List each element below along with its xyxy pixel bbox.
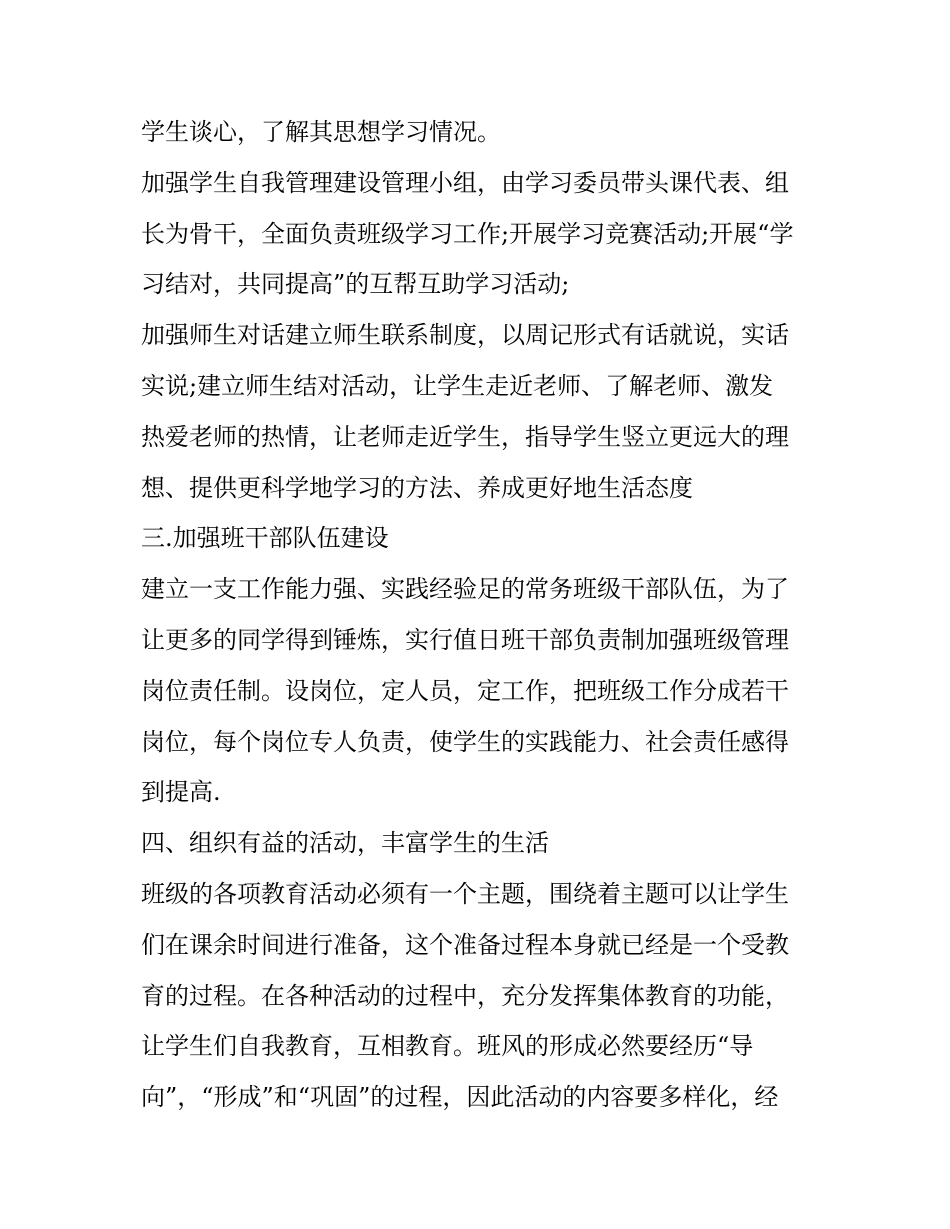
text-line: 让学生们自我教育，互相教育。班风的形成必然要经历“导 — [141, 1032, 754, 1061]
text-line: 班级的各项教育活动必须有一个主题，围绕着主题可以让学生 — [141, 879, 789, 908]
document-body — [141, 107, 821, 1123]
section-heading: 三.加强班干部队伍建设 — [141, 524, 389, 553]
text-line: 学生谈心，了解其思想学习情况。 — [141, 118, 501, 146]
text-line: 习结对，共同提高”的互帮互助学习活动; — [141, 270, 570, 299]
text-line: 育的过程。在各种活动的过程中，充分发挥集体教育的功能， — [141, 981, 789, 1010]
text-line: 长为骨干，全面负责班级学习工作;开展学习竞赛活动;开展“学 — [141, 219, 794, 248]
text-line: 想、提供更科学地学习的方法、养成更好地生活态度 — [141, 473, 693, 502]
text-line: 加强师生对话建立师生联系制度，以周记形式有话就说，实话 — [141, 321, 789, 350]
text-line: 实说;建立师生结对活动，让学生走近老师、了解老师、激发 — [141, 371, 774, 400]
text-line: 们在课余时间进行准备，这个准备过程本身就已经是一个受教 — [141, 930, 789, 959]
section-heading: 四、组织有益的活动，丰富学生的生活 — [141, 829, 549, 858]
text-line: 热爱老师的热情，让老师走近学生，指导学生竖立更远大的理 — [141, 422, 789, 451]
text-line: 岗位，每个岗位专人负责，使学生的实践能力、社会责任感得 — [141, 727, 789, 756]
text-line: 岗位责任制。设岗位，定人员，定工作，把班级工作分成若干 — [141, 676, 789, 705]
text-line: 让更多的同学得到锤炼，实行值日班干部负责制加强班级管理 — [141, 625, 789, 654]
text-line: 加强学生自我管理建设管理小组，由学习委员带头课代表、组 — [141, 168, 789, 197]
text-line: 建立一支工作能力强、实践经验足的常务班级干部队伍，为了 — [141, 575, 789, 604]
text-line: 向”，“形成”和“巩固”的过程，因此活动的内容要多样化，经 — [141, 1083, 779, 1112]
text-line: 到提高. — [141, 778, 221, 807]
